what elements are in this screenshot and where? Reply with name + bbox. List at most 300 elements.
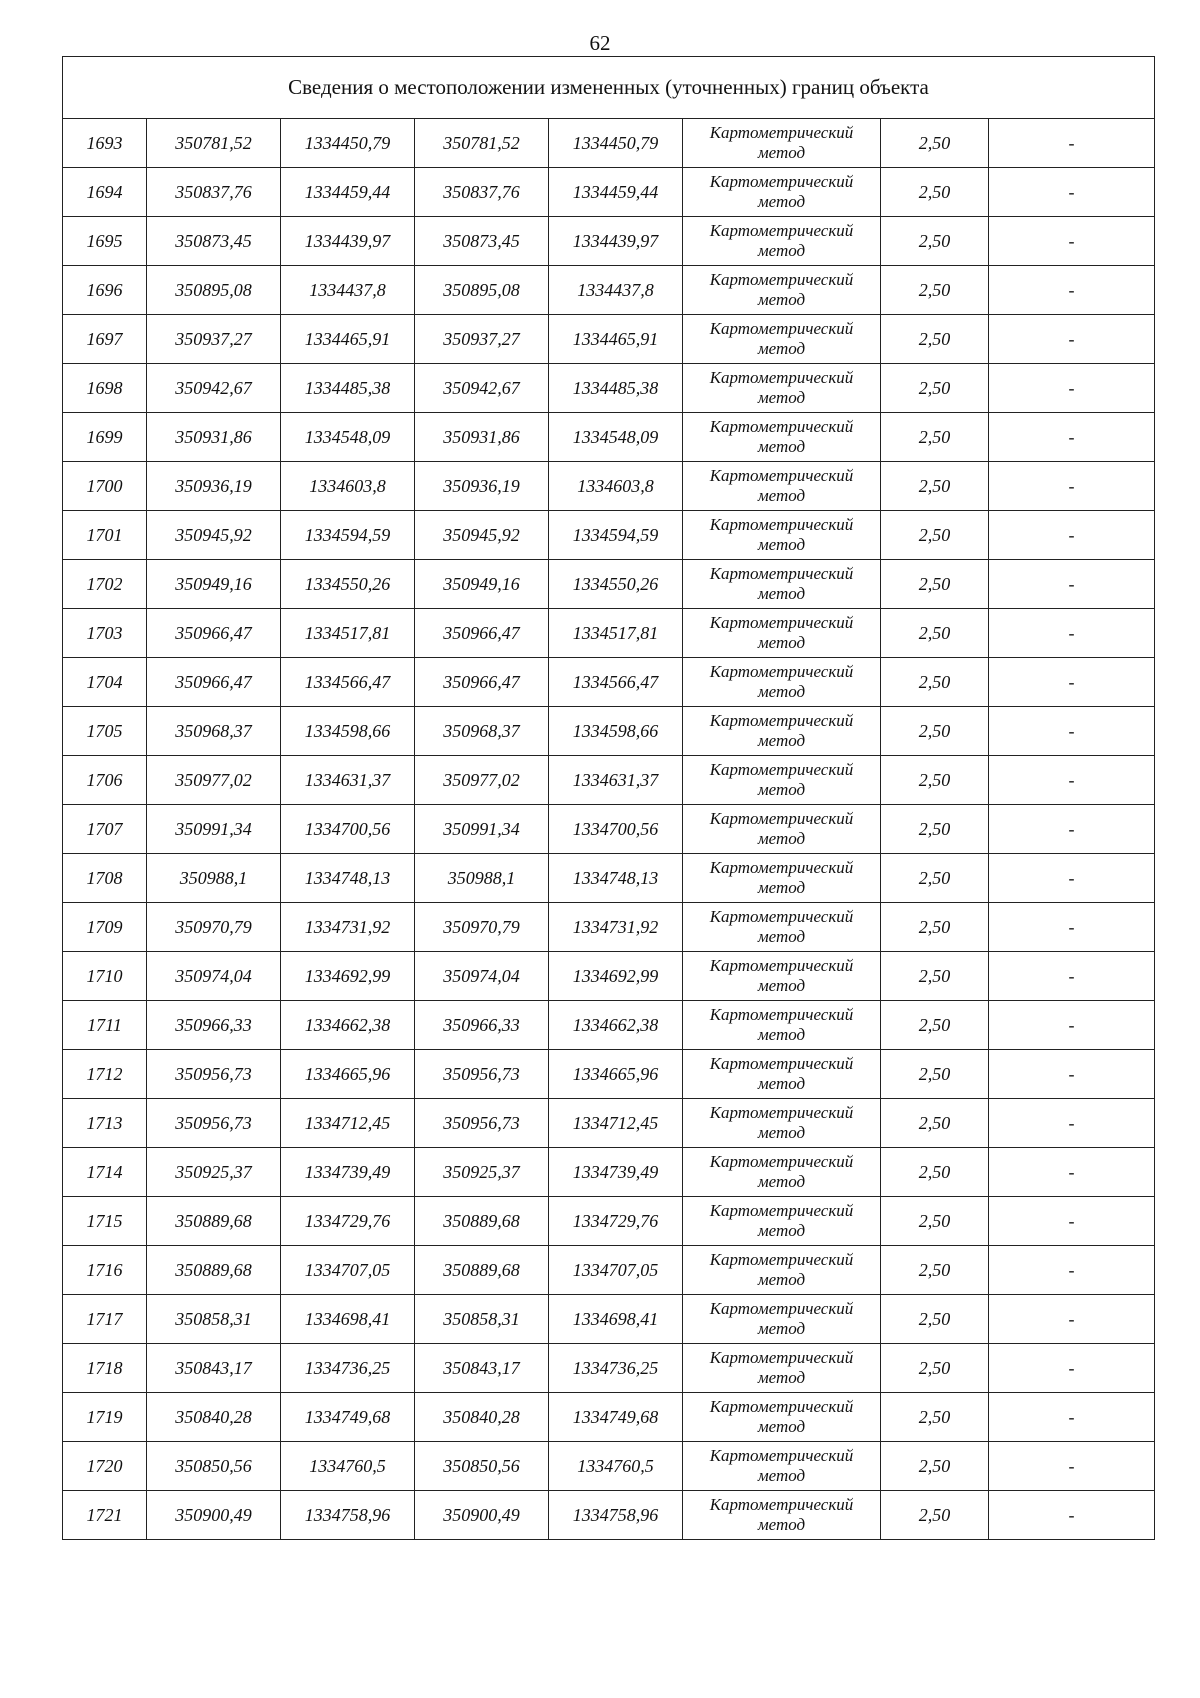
method-line-2: метод xyxy=(757,339,806,358)
description-cell: - xyxy=(989,1197,1155,1246)
table-row xyxy=(63,1001,1155,1050)
x-updated-cell: 350966,47 xyxy=(415,658,549,707)
y-updated-cell: 1334662,38 xyxy=(549,1001,683,1050)
x-updated-cell: 350889,68 xyxy=(415,1246,549,1295)
y-existing-cell: 1334548,09 xyxy=(281,413,415,462)
y-existing-cell: 1334749,68 xyxy=(281,1393,415,1442)
x-existing-cell: 350966,33 xyxy=(147,1001,281,1050)
y-updated-cell: 1334465,91 xyxy=(549,315,683,364)
accuracy-cell: 2,50 xyxy=(881,315,989,364)
table-row xyxy=(63,609,1155,658)
x-updated-cell: 350873,45 xyxy=(415,217,549,266)
y-updated-cell: 1334739,49 xyxy=(549,1148,683,1197)
y-updated-cell: 1334485,38 xyxy=(549,364,683,413)
x-existing-cell: 350850,56 xyxy=(147,1442,281,1491)
table-row xyxy=(63,903,1155,952)
x-updated-cell: 350889,68 xyxy=(415,1197,549,1246)
y-updated-cell: 1334548,09 xyxy=(549,413,683,462)
description-cell: - xyxy=(989,1442,1155,1491)
description-cell: - xyxy=(989,1001,1155,1050)
x-updated-cell: 350931,86 xyxy=(415,413,549,462)
method-line-2: метод xyxy=(757,437,806,456)
method-cell xyxy=(683,1197,881,1246)
x-existing-cell: 350970,79 xyxy=(147,903,281,952)
method-line-2: метод xyxy=(757,633,806,652)
y-updated-cell: 1334731,92 xyxy=(549,903,683,952)
x-existing-cell: 350873,45 xyxy=(147,217,281,266)
description-cell: - xyxy=(989,1099,1155,1148)
method-cell xyxy=(683,266,881,315)
x-updated-cell: 350858,31 xyxy=(415,1295,549,1344)
method-cell xyxy=(683,1001,881,1050)
y-existing-cell: 1334439,97 xyxy=(281,217,415,266)
method-cell xyxy=(683,315,881,364)
y-existing-cell: 1334631,37 xyxy=(281,756,415,805)
y-existing-cell: 1334450,79 xyxy=(281,119,415,168)
description-cell: - xyxy=(989,315,1155,364)
method-line-2: метод xyxy=(757,388,806,407)
accuracy-cell: 2,50 xyxy=(881,217,989,266)
point-number-cell: 1714 xyxy=(63,1148,147,1197)
method-line-1: Картометрический xyxy=(709,1005,854,1024)
method-line-2: метод xyxy=(757,584,806,603)
y-existing-cell: 1334698,41 xyxy=(281,1295,415,1344)
table-row xyxy=(63,1246,1155,1295)
method-line-1: Картометрический xyxy=(709,1446,854,1465)
y-updated-cell: 1334712,45 xyxy=(549,1099,683,1148)
method-line-2: метод xyxy=(757,290,806,309)
y-updated-cell: 1334665,96 xyxy=(549,1050,683,1099)
table-row xyxy=(63,119,1155,168)
point-number-cell: 1711 xyxy=(63,1001,147,1050)
y-existing-cell: 1334517,81 xyxy=(281,609,415,658)
point-number-cell: 1697 xyxy=(63,315,147,364)
y-existing-cell: 1334594,59 xyxy=(281,511,415,560)
method-cell xyxy=(683,1442,881,1491)
method-cell xyxy=(683,511,881,560)
x-existing-cell: 350781,52 xyxy=(147,119,281,168)
y-existing-cell: 1334731,92 xyxy=(281,903,415,952)
table-row xyxy=(63,1050,1155,1099)
method-line-1: Картометрический xyxy=(709,1152,854,1171)
description-cell: - xyxy=(989,1246,1155,1295)
y-updated-cell: 1334758,96 xyxy=(549,1491,683,1540)
method-line-2: метод xyxy=(757,1074,806,1093)
table-row xyxy=(63,805,1155,854)
method-line-2: метод xyxy=(757,878,806,897)
x-existing-cell: 350925,37 xyxy=(147,1148,281,1197)
method-cell xyxy=(683,1148,881,1197)
point-number-cell: 1709 xyxy=(63,903,147,952)
accuracy-cell: 2,50 xyxy=(881,707,989,756)
method-line-2: метод xyxy=(757,143,806,162)
x-updated-cell: 350966,47 xyxy=(415,609,549,658)
x-existing-cell: 350843,17 xyxy=(147,1344,281,1393)
method-cell xyxy=(683,1246,881,1295)
y-existing-cell: 1334748,13 xyxy=(281,854,415,903)
table-row xyxy=(63,1442,1155,1491)
x-updated-cell: 350968,37 xyxy=(415,707,549,756)
x-updated-cell: 350936,19 xyxy=(415,462,549,511)
x-existing-cell: 350900,49 xyxy=(147,1491,281,1540)
x-existing-cell: 350937,27 xyxy=(147,315,281,364)
method-cell xyxy=(683,364,881,413)
table-row xyxy=(63,462,1155,511)
description-cell: - xyxy=(989,609,1155,658)
table-row xyxy=(63,1197,1155,1246)
method-line-2: метод xyxy=(757,241,806,260)
method-cell xyxy=(683,1393,881,1442)
method-line-1: Картометрический xyxy=(709,1103,854,1122)
description-cell: - xyxy=(989,217,1155,266)
x-existing-cell: 350974,04 xyxy=(147,952,281,1001)
table-title: Сведения о местоположении измененных (уточненных) границ объекта xyxy=(63,57,1155,119)
x-existing-cell: 350966,47 xyxy=(147,609,281,658)
x-existing-cell: 350988,1 xyxy=(147,854,281,903)
x-updated-cell: 350988,1 xyxy=(415,854,549,903)
method-line-2: метод xyxy=(757,976,806,995)
description-cell: - xyxy=(989,168,1155,217)
x-updated-cell: 350925,37 xyxy=(415,1148,549,1197)
table-row xyxy=(63,266,1155,315)
accuracy-cell: 2,50 xyxy=(881,1344,989,1393)
accuracy-cell: 2,50 xyxy=(881,1001,989,1050)
y-existing-cell: 1334662,38 xyxy=(281,1001,415,1050)
y-updated-cell: 1334450,79 xyxy=(549,119,683,168)
method-cell xyxy=(683,1050,881,1099)
table-row xyxy=(63,364,1155,413)
point-number-cell: 1712 xyxy=(63,1050,147,1099)
method-cell xyxy=(683,168,881,217)
x-updated-cell: 350974,04 xyxy=(415,952,549,1001)
table-row xyxy=(63,1148,1155,1197)
method-line-2: метод xyxy=(757,1221,806,1240)
method-cell xyxy=(683,119,881,168)
y-existing-cell: 1334665,96 xyxy=(281,1050,415,1099)
description-cell: - xyxy=(989,266,1155,315)
table-row xyxy=(63,168,1155,217)
point-number-cell: 1721 xyxy=(63,1491,147,1540)
y-updated-cell: 1334459,44 xyxy=(549,168,683,217)
y-updated-cell: 1334594,59 xyxy=(549,511,683,560)
method-line-1: Картометрический xyxy=(709,858,854,877)
x-updated-cell: 350850,56 xyxy=(415,1442,549,1491)
y-existing-cell: 1334707,05 xyxy=(281,1246,415,1295)
point-number-cell: 1699 xyxy=(63,413,147,462)
method-line-1: Картометрический xyxy=(709,417,854,436)
accuracy-cell: 2,50 xyxy=(881,1442,989,1491)
x-existing-cell: 350931,86 xyxy=(147,413,281,462)
description-cell: - xyxy=(989,1148,1155,1197)
table-row xyxy=(63,658,1155,707)
table-row xyxy=(63,1344,1155,1393)
y-updated-cell: 1334736,25 xyxy=(549,1344,683,1393)
x-existing-cell: 350936,19 xyxy=(147,462,281,511)
method-cell xyxy=(683,1491,881,1540)
point-number-cell: 1696 xyxy=(63,266,147,315)
accuracy-cell: 2,50 xyxy=(881,1491,989,1540)
x-existing-cell: 350840,28 xyxy=(147,1393,281,1442)
method-line-2: метод xyxy=(757,1319,806,1338)
method-cell xyxy=(683,756,881,805)
y-updated-cell: 1334566,47 xyxy=(549,658,683,707)
point-number-cell: 1716 xyxy=(63,1246,147,1295)
x-existing-cell: 350942,67 xyxy=(147,364,281,413)
x-existing-cell: 350945,92 xyxy=(147,511,281,560)
table-row xyxy=(63,511,1155,560)
y-updated-cell: 1334707,05 xyxy=(549,1246,683,1295)
description-cell: - xyxy=(989,1295,1155,1344)
method-line-2: метод xyxy=(757,1123,806,1142)
method-cell xyxy=(683,413,881,462)
x-existing-cell: 350977,02 xyxy=(147,756,281,805)
method-line-2: метод xyxy=(757,486,806,505)
y-updated-cell: 1334517,81 xyxy=(549,609,683,658)
table-row xyxy=(63,315,1155,364)
y-existing-cell: 1334692,99 xyxy=(281,952,415,1001)
x-updated-cell: 350949,16 xyxy=(415,560,549,609)
method-line-2: метод xyxy=(757,192,806,211)
method-line-1: Картометрический xyxy=(709,1397,854,1416)
description-cell: - xyxy=(989,707,1155,756)
x-existing-cell: 350837,76 xyxy=(147,168,281,217)
point-number-cell: 1705 xyxy=(63,707,147,756)
point-number-cell: 1704 xyxy=(63,658,147,707)
y-existing-cell: 1334437,8 xyxy=(281,266,415,315)
accuracy-cell: 2,50 xyxy=(881,511,989,560)
accuracy-cell: 2,50 xyxy=(881,952,989,1001)
x-updated-cell: 350781,52 xyxy=(415,119,549,168)
table-row xyxy=(63,1393,1155,1442)
point-number-cell: 1718 xyxy=(63,1344,147,1393)
method-line-1: Картометрический xyxy=(709,466,854,485)
x-existing-cell: 350956,73 xyxy=(147,1099,281,1148)
description-cell: - xyxy=(989,1344,1155,1393)
table-row xyxy=(63,756,1155,805)
accuracy-cell: 2,50 xyxy=(881,1295,989,1344)
method-line-2: метод xyxy=(757,731,806,750)
point-number-cell: 1707 xyxy=(63,805,147,854)
point-number-cell: 1702 xyxy=(63,560,147,609)
method-line-1: Картометрический xyxy=(709,1054,854,1073)
method-cell xyxy=(683,805,881,854)
table-row xyxy=(63,707,1155,756)
method-line-2: метод xyxy=(757,1172,806,1191)
method-line-1: Картометрический xyxy=(709,711,854,730)
y-updated-cell: 1334698,41 xyxy=(549,1295,683,1344)
table-row xyxy=(63,217,1155,266)
method-line-1: Картометрический xyxy=(709,956,854,975)
method-cell xyxy=(683,217,881,266)
description-cell: - xyxy=(989,462,1155,511)
accuracy-cell: 2,50 xyxy=(881,364,989,413)
method-line-1: Картометрический xyxy=(709,1348,854,1367)
method-line-2: метод xyxy=(757,682,806,701)
y-existing-cell: 1334566,47 xyxy=(281,658,415,707)
x-existing-cell: 350968,37 xyxy=(147,707,281,756)
y-existing-cell: 1334758,96 xyxy=(281,1491,415,1540)
x-updated-cell: 350956,73 xyxy=(415,1050,549,1099)
coordinates-table xyxy=(62,56,1155,1540)
description-cell: - xyxy=(989,413,1155,462)
y-updated-cell: 1334700,56 xyxy=(549,805,683,854)
description-cell: - xyxy=(989,560,1155,609)
x-updated-cell: 350977,02 xyxy=(415,756,549,805)
method-line-2: метод xyxy=(757,1270,806,1289)
point-number-cell: 1694 xyxy=(63,168,147,217)
y-updated-cell: 1334598,66 xyxy=(549,707,683,756)
method-line-2: метод xyxy=(757,535,806,554)
y-existing-cell: 1334739,49 xyxy=(281,1148,415,1197)
x-existing-cell: 350966,47 xyxy=(147,658,281,707)
y-existing-cell: 1334700,56 xyxy=(281,805,415,854)
method-cell xyxy=(683,560,881,609)
method-cell xyxy=(683,952,881,1001)
description-cell: - xyxy=(989,805,1155,854)
point-number-cell: 1701 xyxy=(63,511,147,560)
y-existing-cell: 1334550,26 xyxy=(281,560,415,609)
method-line-2: метод xyxy=(757,1515,806,1534)
accuracy-cell: 2,50 xyxy=(881,413,989,462)
accuracy-cell: 2,50 xyxy=(881,609,989,658)
method-line-2: метод xyxy=(757,780,806,799)
y-updated-cell: 1334550,26 xyxy=(549,560,683,609)
page-number: 62 xyxy=(589,31,611,55)
description-cell: - xyxy=(989,854,1155,903)
method-line-2: метод xyxy=(757,1466,806,1485)
x-updated-cell: 350900,49 xyxy=(415,1491,549,1540)
point-number-cell: 1720 xyxy=(63,1442,147,1491)
x-updated-cell: 350937,27 xyxy=(415,315,549,364)
y-updated-cell: 1334729,76 xyxy=(549,1197,683,1246)
method-line-2: метод xyxy=(757,1025,806,1044)
accuracy-cell: 2,50 xyxy=(881,903,989,952)
table-body xyxy=(63,57,1155,1540)
accuracy-cell: 2,50 xyxy=(881,658,989,707)
point-number-cell: 1703 xyxy=(63,609,147,658)
point-number-cell: 1693 xyxy=(63,119,147,168)
description-cell: - xyxy=(989,119,1155,168)
description-cell: - xyxy=(989,756,1155,805)
y-updated-cell: 1334760,5 xyxy=(549,1442,683,1491)
description-cell: - xyxy=(989,658,1155,707)
y-existing-cell: 1334485,38 xyxy=(281,364,415,413)
x-updated-cell: 350966,33 xyxy=(415,1001,549,1050)
table-row xyxy=(63,560,1155,609)
table-row xyxy=(63,952,1155,1001)
x-updated-cell: 350843,17 xyxy=(415,1344,549,1393)
method-cell xyxy=(683,609,881,658)
method-line-1: Картометрический xyxy=(709,1201,854,1220)
method-line-1: Картометрический xyxy=(709,809,854,828)
description-cell: - xyxy=(989,903,1155,952)
accuracy-cell: 2,50 xyxy=(881,756,989,805)
y-existing-cell: 1334598,66 xyxy=(281,707,415,756)
method-line-1: Картометрический xyxy=(709,907,854,926)
y-existing-cell: 1334736,25 xyxy=(281,1344,415,1393)
y-existing-cell: 1334465,91 xyxy=(281,315,415,364)
y-updated-cell: 1334603,8 xyxy=(549,462,683,511)
method-cell xyxy=(683,1344,881,1393)
x-existing-cell: 350889,68 xyxy=(147,1246,281,1295)
method-cell xyxy=(683,658,881,707)
table-title-row xyxy=(63,57,1155,119)
y-updated-cell: 1334439,97 xyxy=(549,217,683,266)
y-updated-cell: 1334748,13 xyxy=(549,854,683,903)
method-line-1: Картометрический xyxy=(709,613,854,632)
method-line-1: Картометрический xyxy=(709,564,854,583)
table-row xyxy=(63,1295,1155,1344)
method-line-2: метод xyxy=(757,829,806,848)
x-updated-cell: 350991,34 xyxy=(415,805,549,854)
method-line-1: Картометрический xyxy=(709,270,854,289)
table-row xyxy=(63,413,1155,462)
point-number-cell: 1715 xyxy=(63,1197,147,1246)
point-number-cell: 1698 xyxy=(63,364,147,413)
accuracy-cell: 2,50 xyxy=(881,266,989,315)
x-updated-cell: 350970,79 xyxy=(415,903,549,952)
accuracy-cell: 2,50 xyxy=(881,168,989,217)
method-line-1: Картометрический xyxy=(709,221,854,240)
method-cell xyxy=(683,1295,881,1344)
description-cell: - xyxy=(989,952,1155,1001)
point-number-cell: 1719 xyxy=(63,1393,147,1442)
accuracy-cell: 2,50 xyxy=(881,1393,989,1442)
method-line-2: метод xyxy=(757,1417,806,1436)
x-existing-cell: 350956,73 xyxy=(147,1050,281,1099)
x-updated-cell: 350895,08 xyxy=(415,266,549,315)
description-cell: - xyxy=(989,364,1155,413)
table-row xyxy=(63,1491,1155,1540)
description-cell: - xyxy=(989,1491,1155,1540)
method-line-1: Картометрический xyxy=(709,319,854,338)
method-line-2: метод xyxy=(757,1368,806,1387)
method-line-1: Картометрический xyxy=(709,662,854,681)
x-existing-cell: 350858,31 xyxy=(147,1295,281,1344)
description-cell: - xyxy=(989,1393,1155,1442)
x-updated-cell: 350837,76 xyxy=(415,168,549,217)
method-cell xyxy=(683,462,881,511)
accuracy-cell: 2,50 xyxy=(881,119,989,168)
y-updated-cell: 1334692,99 xyxy=(549,952,683,1001)
y-existing-cell: 1334729,76 xyxy=(281,1197,415,1246)
description-cell: - xyxy=(989,511,1155,560)
x-updated-cell: 350942,67 xyxy=(415,364,549,413)
accuracy-cell: 2,50 xyxy=(881,854,989,903)
x-updated-cell: 350840,28 xyxy=(415,1393,549,1442)
point-number-cell: 1700 xyxy=(63,462,147,511)
x-existing-cell: 350949,16 xyxy=(147,560,281,609)
method-line-1: Картометрический xyxy=(709,123,854,142)
method-cell xyxy=(683,854,881,903)
accuracy-cell: 2,50 xyxy=(881,1197,989,1246)
y-updated-cell: 1334437,8 xyxy=(549,266,683,315)
method-line-1: Картометрический xyxy=(709,1299,854,1318)
x-existing-cell: 350895,08 xyxy=(147,266,281,315)
method-line-1: Картометрический xyxy=(709,1250,854,1269)
x-updated-cell: 350945,92 xyxy=(415,511,549,560)
accuracy-cell: 2,50 xyxy=(881,1148,989,1197)
accuracy-cell: 2,50 xyxy=(881,1050,989,1099)
point-number-cell: 1708 xyxy=(63,854,147,903)
method-cell xyxy=(683,707,881,756)
y-existing-cell: 1334760,5 xyxy=(281,1442,415,1491)
point-number-cell: 1717 xyxy=(63,1295,147,1344)
method-line-1: Картометрический xyxy=(709,172,854,191)
method-line-1: Картометрический xyxy=(709,515,854,534)
point-number-cell: 1710 xyxy=(63,952,147,1001)
x-existing-cell: 350991,34 xyxy=(147,805,281,854)
